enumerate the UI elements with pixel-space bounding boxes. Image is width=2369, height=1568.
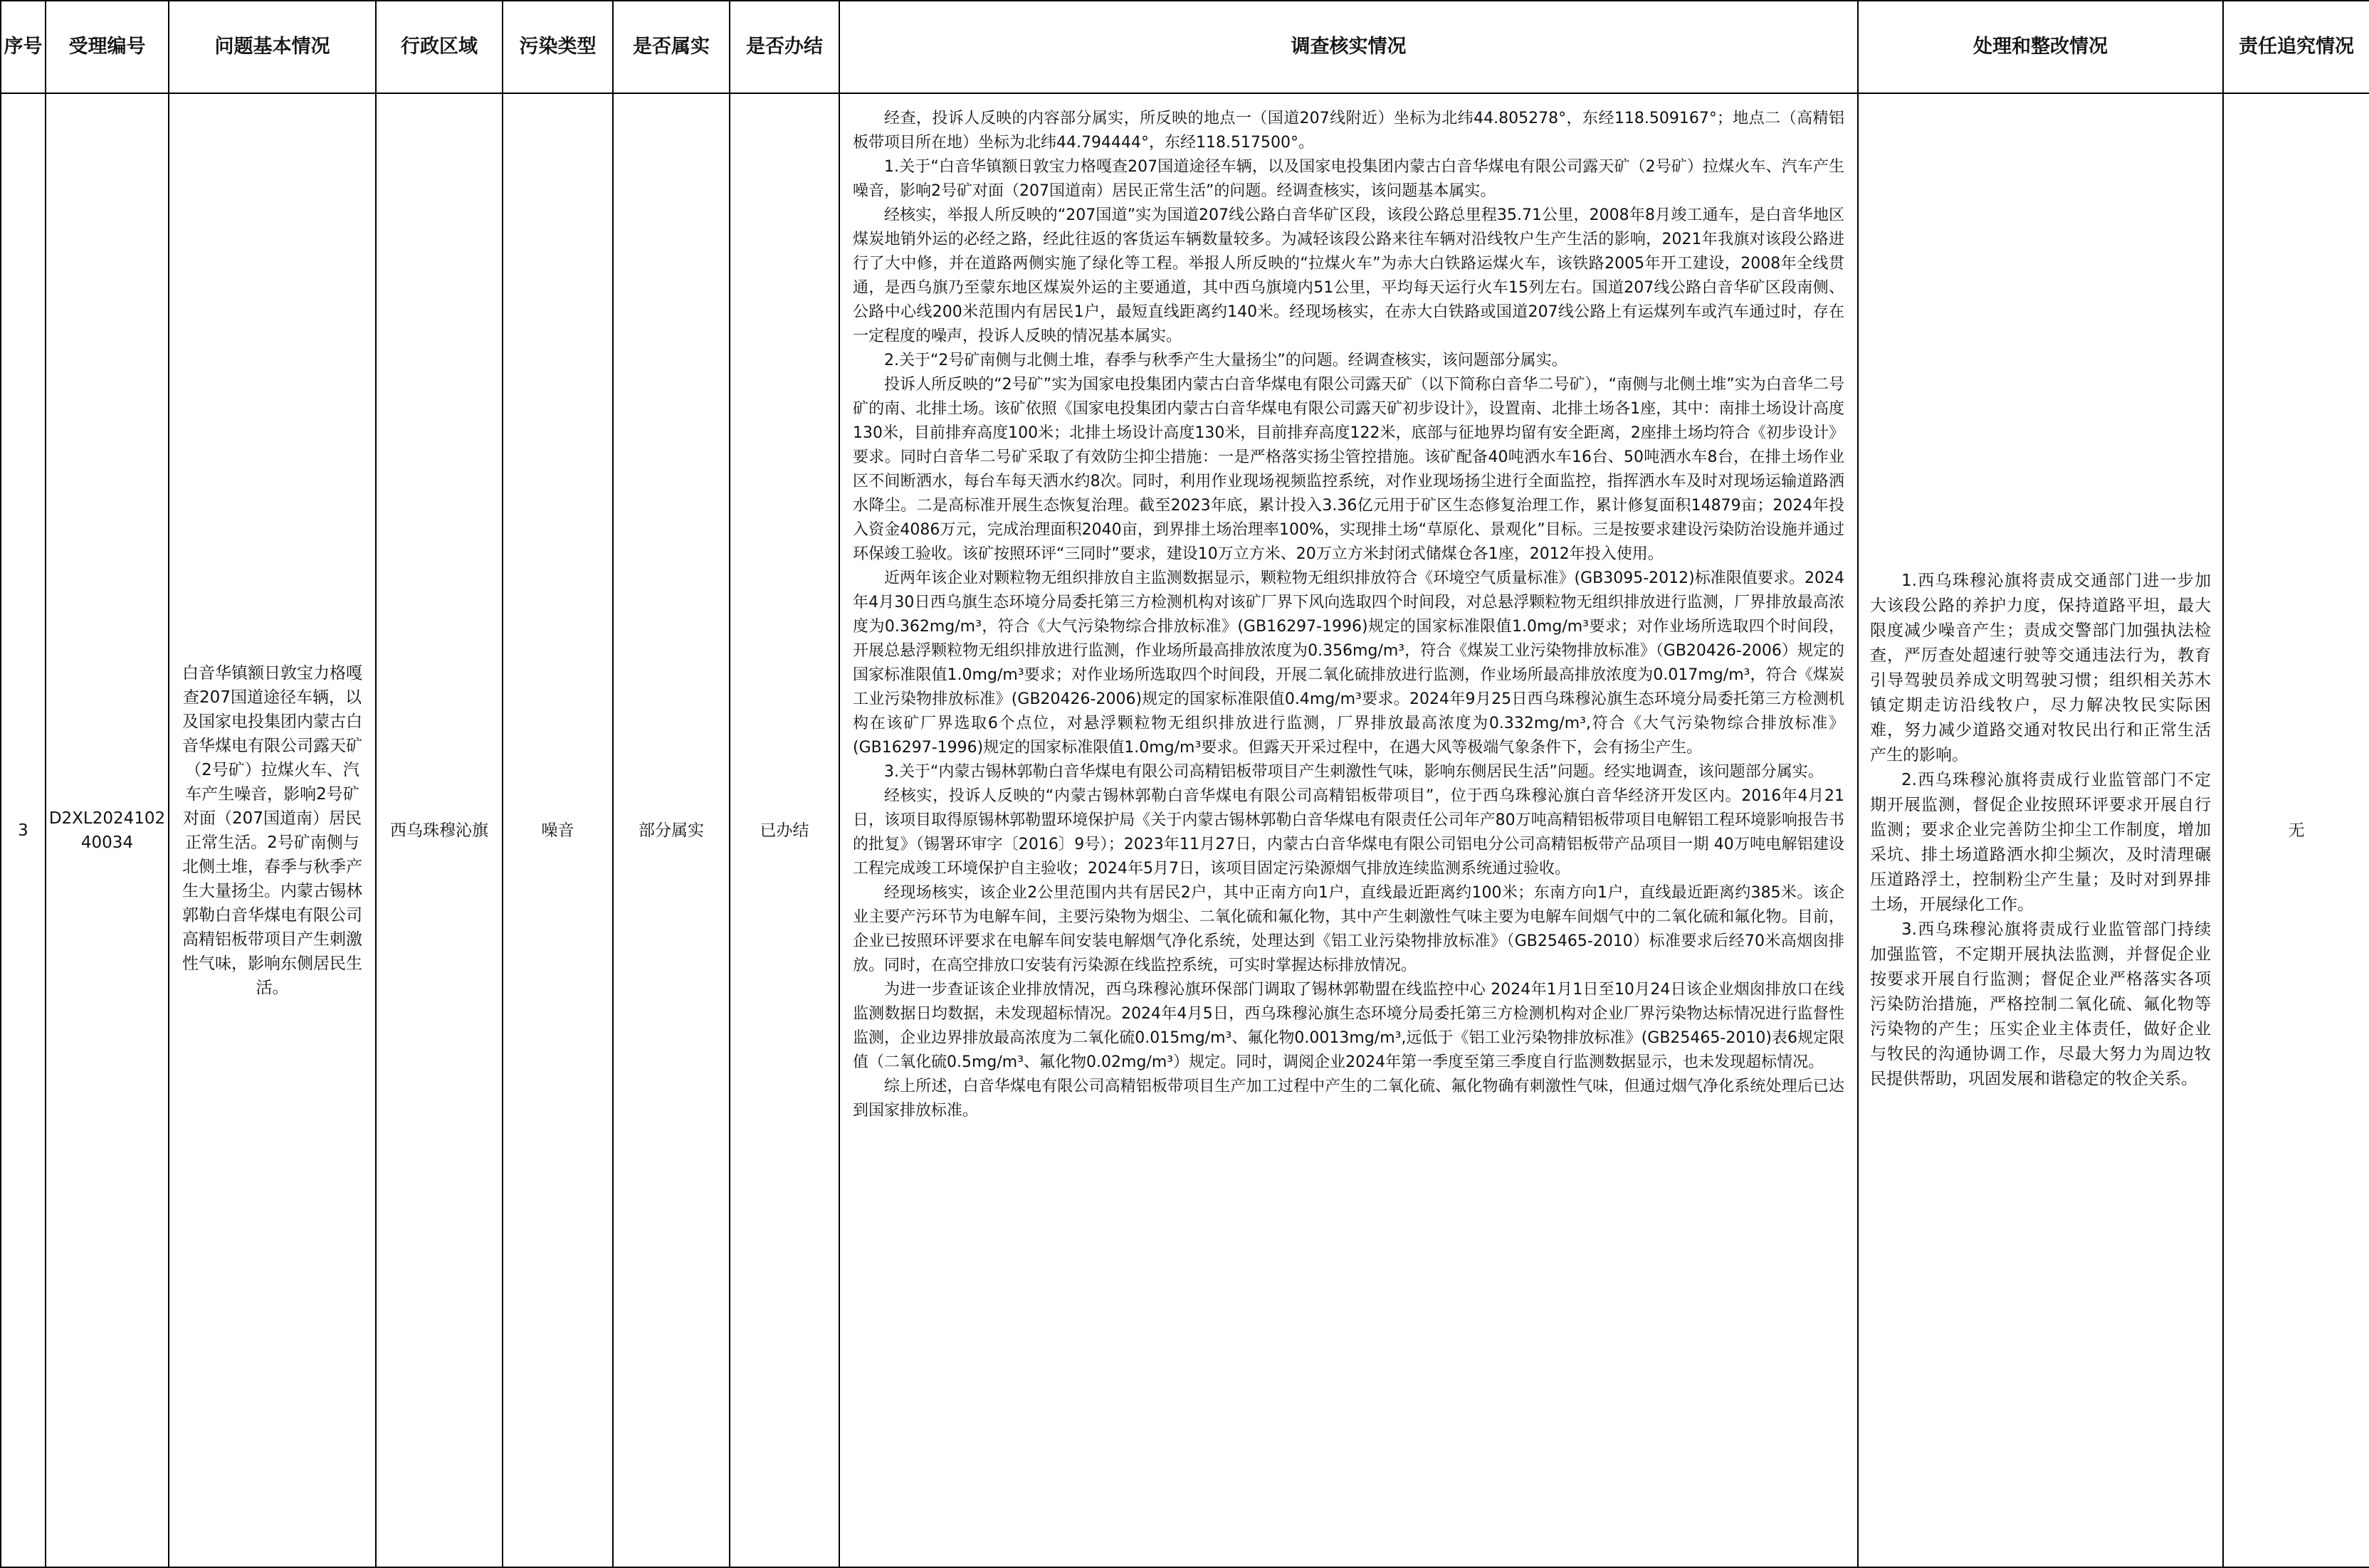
cell-is-true: 部分属实 [613,93,730,1567]
cell-index: 3 [1,93,46,1567]
investigation-paragraph: 投诉人所反映的“2号矿”实为国家电投集团内蒙古白音华煤电有限公司露天矿（以下简称白音华二号矿），“南侧与北侧土堆”实为白音华二号矿的南、北排土场。该矿依照《国家电投集团内蒙古白音华煤电有限公司露天矿初步设计》，设置南、北排土场各1座，其中：南排土场设计高度130米，目前排弃高度100米；北排土场设计高度130米，目前排弃高度122米，底部与征地界均留有安全距离，2座排土场均符合《初步设计》要求。同时白音华二号矿采取了有效防尘抑尘措施：一是严格落实扬尘管控措施。该矿配备40吨洒水车16台、50吨洒水车8台，在排土场作业区不间断洒水，每台车每天洒水约8次。同时，利用作业现场视频监控系统，对作业现场扬尘进行全面监控，指挥洒水车及时对现场运输道路洒水降尘。二是高标准开展生态恢复治理。截至2023年底，累计投入3.36亿元用于矿区生态修复治理工作，累计修复面积14879亩；2024年投入资金4086万元，完成治理面积2040亩，到界排土场治理率100%，实现排土场“草原化、景观化”目标。三是按要求建设污染防治设施并通过环保竣工验收。该矿按照环评“三同时”要求，建设10万立方米、20万立方米封闭式储煤仓各1座，2012年投入使用。 [853,376,1844,563]
investigation-paragraph: 1.关于“白音华镇额日敦宝力格嘎查207国道途径车辆，以及国家电投集团内蒙古白音华煤电有限公司露天矿（2号矿）拉煤火车、汽车产生噪音，影响2号矿对面（207国道南）居民正常生活”的问题。经调查核实，该问题基本属实。 [853,158,1844,200]
header-problem: 问题基本情况 [169,1,376,93]
investigation-paragraph: 3.关于“内蒙古锡林郭勒白音华煤电有限公司高精铝板带项目产生刺激性气味，影响东侧居民生活”问题。经实地调查，该问题部分属实。 [884,763,1824,781]
table-row [1,93,2369,1567]
investigation-paragraph: 经现场核实，该企业2公里范围内共有居民2户，其中正南方向1户，直线最近距离约100米；东南方向1户，直线最近距离约385米。该企业主要产污环节为电解车间，主要污染物为烟尘、二氧化硫和氟化物，其中产生刺激性气味主要为电解车间烟气中的二氧化硫和氟化物。目前，企业已按照环评要求在电解车间安装电解烟气净化系统，处理达到《铝工业污染物排放标准》（GB25465-2010）标准要求后经70米高烟囱排放。同时，在高空排放口安装有污染源在线监控系统，可实时掌握达标排放情况。 [853,884,1844,974]
header-is-closed: 是否办结 [730,1,839,93]
cell-problem [169,93,376,1567]
investigation-paragraph: 综上所述，白音华煤电有限公司高精铝板带项目生产加工过程中产生的二氧化硫、氟化物确有刺激性气味，但通过烟气净化系统处理后已达到国家排放标准。 [853,1078,1844,1120]
cell-investigation [839,93,1858,1567]
cell-case-no: D2XL2024102 40034 [46,93,169,1567]
header-handling: 处理和整改情况 [1858,1,2223,93]
problem-text: 白音华镇额日敦宝力格嘎查207国道途径车辆，以及国家电投集团内蒙古白音华煤电有限公司露天矿（2号矿）拉煤火车、汽车产生噪音，影响2号矿对面（207国道南）居民正常生活。2号矿南侧与北侧土堆，春季与秋季产生大量扬尘。内蒙古锡林郭勒白音华煤电有限公司高精铝板带项目产生刺激性气味，影响东侧居民生活。 [182,663,362,997]
header-is-true: 是否属实 [613,1,730,93]
investigation-paragraph: 2.关于“2号矿南侧与北侧土堆，春季与秋季产生大量扬尘”的问题。经调查核实，该问题部分属实。 [884,352,1567,369]
cell-accountability: 无 [2223,93,2369,1567]
header-row [1,1,2369,93]
cell-is-closed: 已办结 [730,93,839,1567]
investigation-paragraph: 经核实，举报人所反映的“207国道”实为国道207线公路白音华矿区段，该段公路总里程35.71公里，2008年8月竣工通车，是白音华地区煤炭地销外运的必经之路，经此往返的客货运车辆数量较多。为减轻该段公路来往车辆对沿线牧户生产生活的影响，2021年我旗对该段公路进行了大中修，并在道路两侧实施了绿化等工程。举报人所反映的“拉煤火车”为赤大白铁路运煤火车，该铁路2005年开工建设，2008年全线贯通，是西乌旗乃至蒙东地区煤炭外运的主要通道，其中西乌旗境内51公里，平均每天运行火车15列左右。国道207线公路白音华矿区段南侧、公路中心线200米范围内有居民1户，最短直线距离约140米。经现场核实，在赤大白铁路或国道207线公路上有运煤列车或汽车通过时，存在一定程度的噪声，投诉人反映的情况基本属实。 [853,206,1844,345]
cell-pollution-type: 噪音 [503,93,613,1567]
handling-paragraph: 1.西乌珠穆沁旗将责成交通部门进一步加大该段公路的养护力度，保持道路平坦，最大限度减少噪音产生；责成交警部门加强执法检查，严厉查处超速行驶等交通违法行为，教育引导驾驶员养成文明驾驶习惯；组织相关苏木镇定期走访沿线牧户，尽力解决牧民实际困难，努力减少道路交通对牧民出行和正常生活产生的影响。 [1870,572,2211,764]
header-investigation: 调查核实情况 [839,1,1858,93]
header-case-no: 受理编号 [46,1,169,93]
cell-handling [1858,93,2223,1567]
header-pollution-type: 污染类型 [503,1,613,93]
header-accountability: 责任追究情况 [2223,1,2369,93]
header-index: 序号 [1,1,46,93]
investigation-paragraph: 经查，投诉人反映的内容部分属实，所反映的地点一（国道207线附近）坐标为北纬44.805278°，东经118.509167°；地点二（高精铝板带项目所在地）坐标为北纬44.794444°，东经118.517500°。 [853,110,1844,152]
investigation-paragraph: 近两年该企业对颗粒物无组织排放自主监测数据显示，颗粒物无组织排放符合《环境空气质量标准》(GB3095-2012)标准限值要求。2024年4月30日西乌旗生态环境分局委托第三方检测机构对该矿厂界下风向选取四个时间段，对总悬浮颗粒物无组织排放进行监测，厂界排放最高浓度为0.362mg/m³，符合《大气污染物综合排放标准》(GB16297-1996)规定的国家标准限值1.0mg/m³要求；对作业场所选取四个时间段，开展总悬浮颗粒物无组织排放进行监测，作业场所最高排放浓度为0.356mg/m³，符合《煤炭工业污染物排放标准》（GB20426-2006）规定的国家标准限值1.0mg/m³要求；对作业场所选取四个时间段，开展二氧化硫排放进行监测，作业场所最高排放浓度为0.017mg/m³，符合《煤炭工业污染物排放标准》(GB20426-2006)规定的国家标准限值0.4mg/m³要求。2024年9月25日西乌珠穆沁旗生态环境分局委托第三方检测机构在该矿厂界选取6个点位，对悬浮颗粒物无组织排放进行监测，厂界排放最高浓度为0.332mg/m³,符合《大气污染物综合排放标准》(GB16297-1996)规定的国家标准限值1.0mg/m³要求。但露天开采过程中，在遇大风等极端气象条件下，会有扬尘产生。 [853,569,1844,757]
handling-paragraph: 3.西乌珠穆沁旗将责成行业监管部门持续加强监管，不定期开展执法监测，并督促企业按要求开展自行监测；督促企业严格落实各项污染防治措施，严格控制二氧化硫、氟化物等污染物的产生；压实企业主体责任，做好企业与牧民的沟通协调工作，尽最大努力为周边牧民提供帮助，巩固发展和谐稳定的牧企关系。 [1870,920,2211,1088]
investigation-paragraph: 为进一步查证该企业排放情况，西乌珠穆沁旗环保部门调取了锡林郭勒盟在线监控中心 2024年1月1日至10月24日该企业烟囱排放口在线监测数据日均数据，未发现超标情况。2024年4月5日，西乌珠穆沁旗生态环境分局委托第三方检测机构对企业厂界污染物达标情况进行监督性监测，企业边界排放最高浓度为二氧化硫0.015mg/m³、氟化物0.0013mg/m³,远低于《铝工业污染物排放标准》(GB25465-2010)表6规定限值（二氧化硫0.5mg/m³、氟化物0.02mg/m³）规定。同时，调阅企业2024年第一季度至第三季度自行监测数据显示，也未发现超标情况。 [853,981,1844,1071]
cell-region: 西乌珠穆沁旗 [376,93,503,1567]
handling-paragraph: 2.西乌珠穆沁旗将责成行业监管部门不定期开展监测，督促企业按照环评要求开展自行监测；要求企业完善防尘抑尘工作制度，增加采坑、排土场道路洒水抑尘频次，及时清理碾压道路浮土，控制粉尘产生量；及时对到界排土场，开展绿化工作。 [1870,771,2211,914]
investigation-paragraph: 经核实，投诉人反映的“内蒙古锡林郭勒白音华煤电有限公司高精铝板带项目”，位于西乌珠穆沁旗白音华经济开发区内。2016年4月21日，该项目取得原锡林郭勒盟环境保护局《关于内蒙古锡林郭勒白音华煤电有限责任公司年产80万吨高精铝板带项目电解铝工程环境影响报告书的批复》（锡署环审字〔2016〕9号）；2023年11月27日，内蒙古白音华煤电有限公司铝电分公司高精铝板带产品项目一期 40万吨电解铝建设工程完成竣工环境保护自主验收；2024年5月7日，该项目固定污染源烟气排放连续监测系统通过验收。 [853,787,1844,878]
header-region: 行政区域 [376,1,503,93]
